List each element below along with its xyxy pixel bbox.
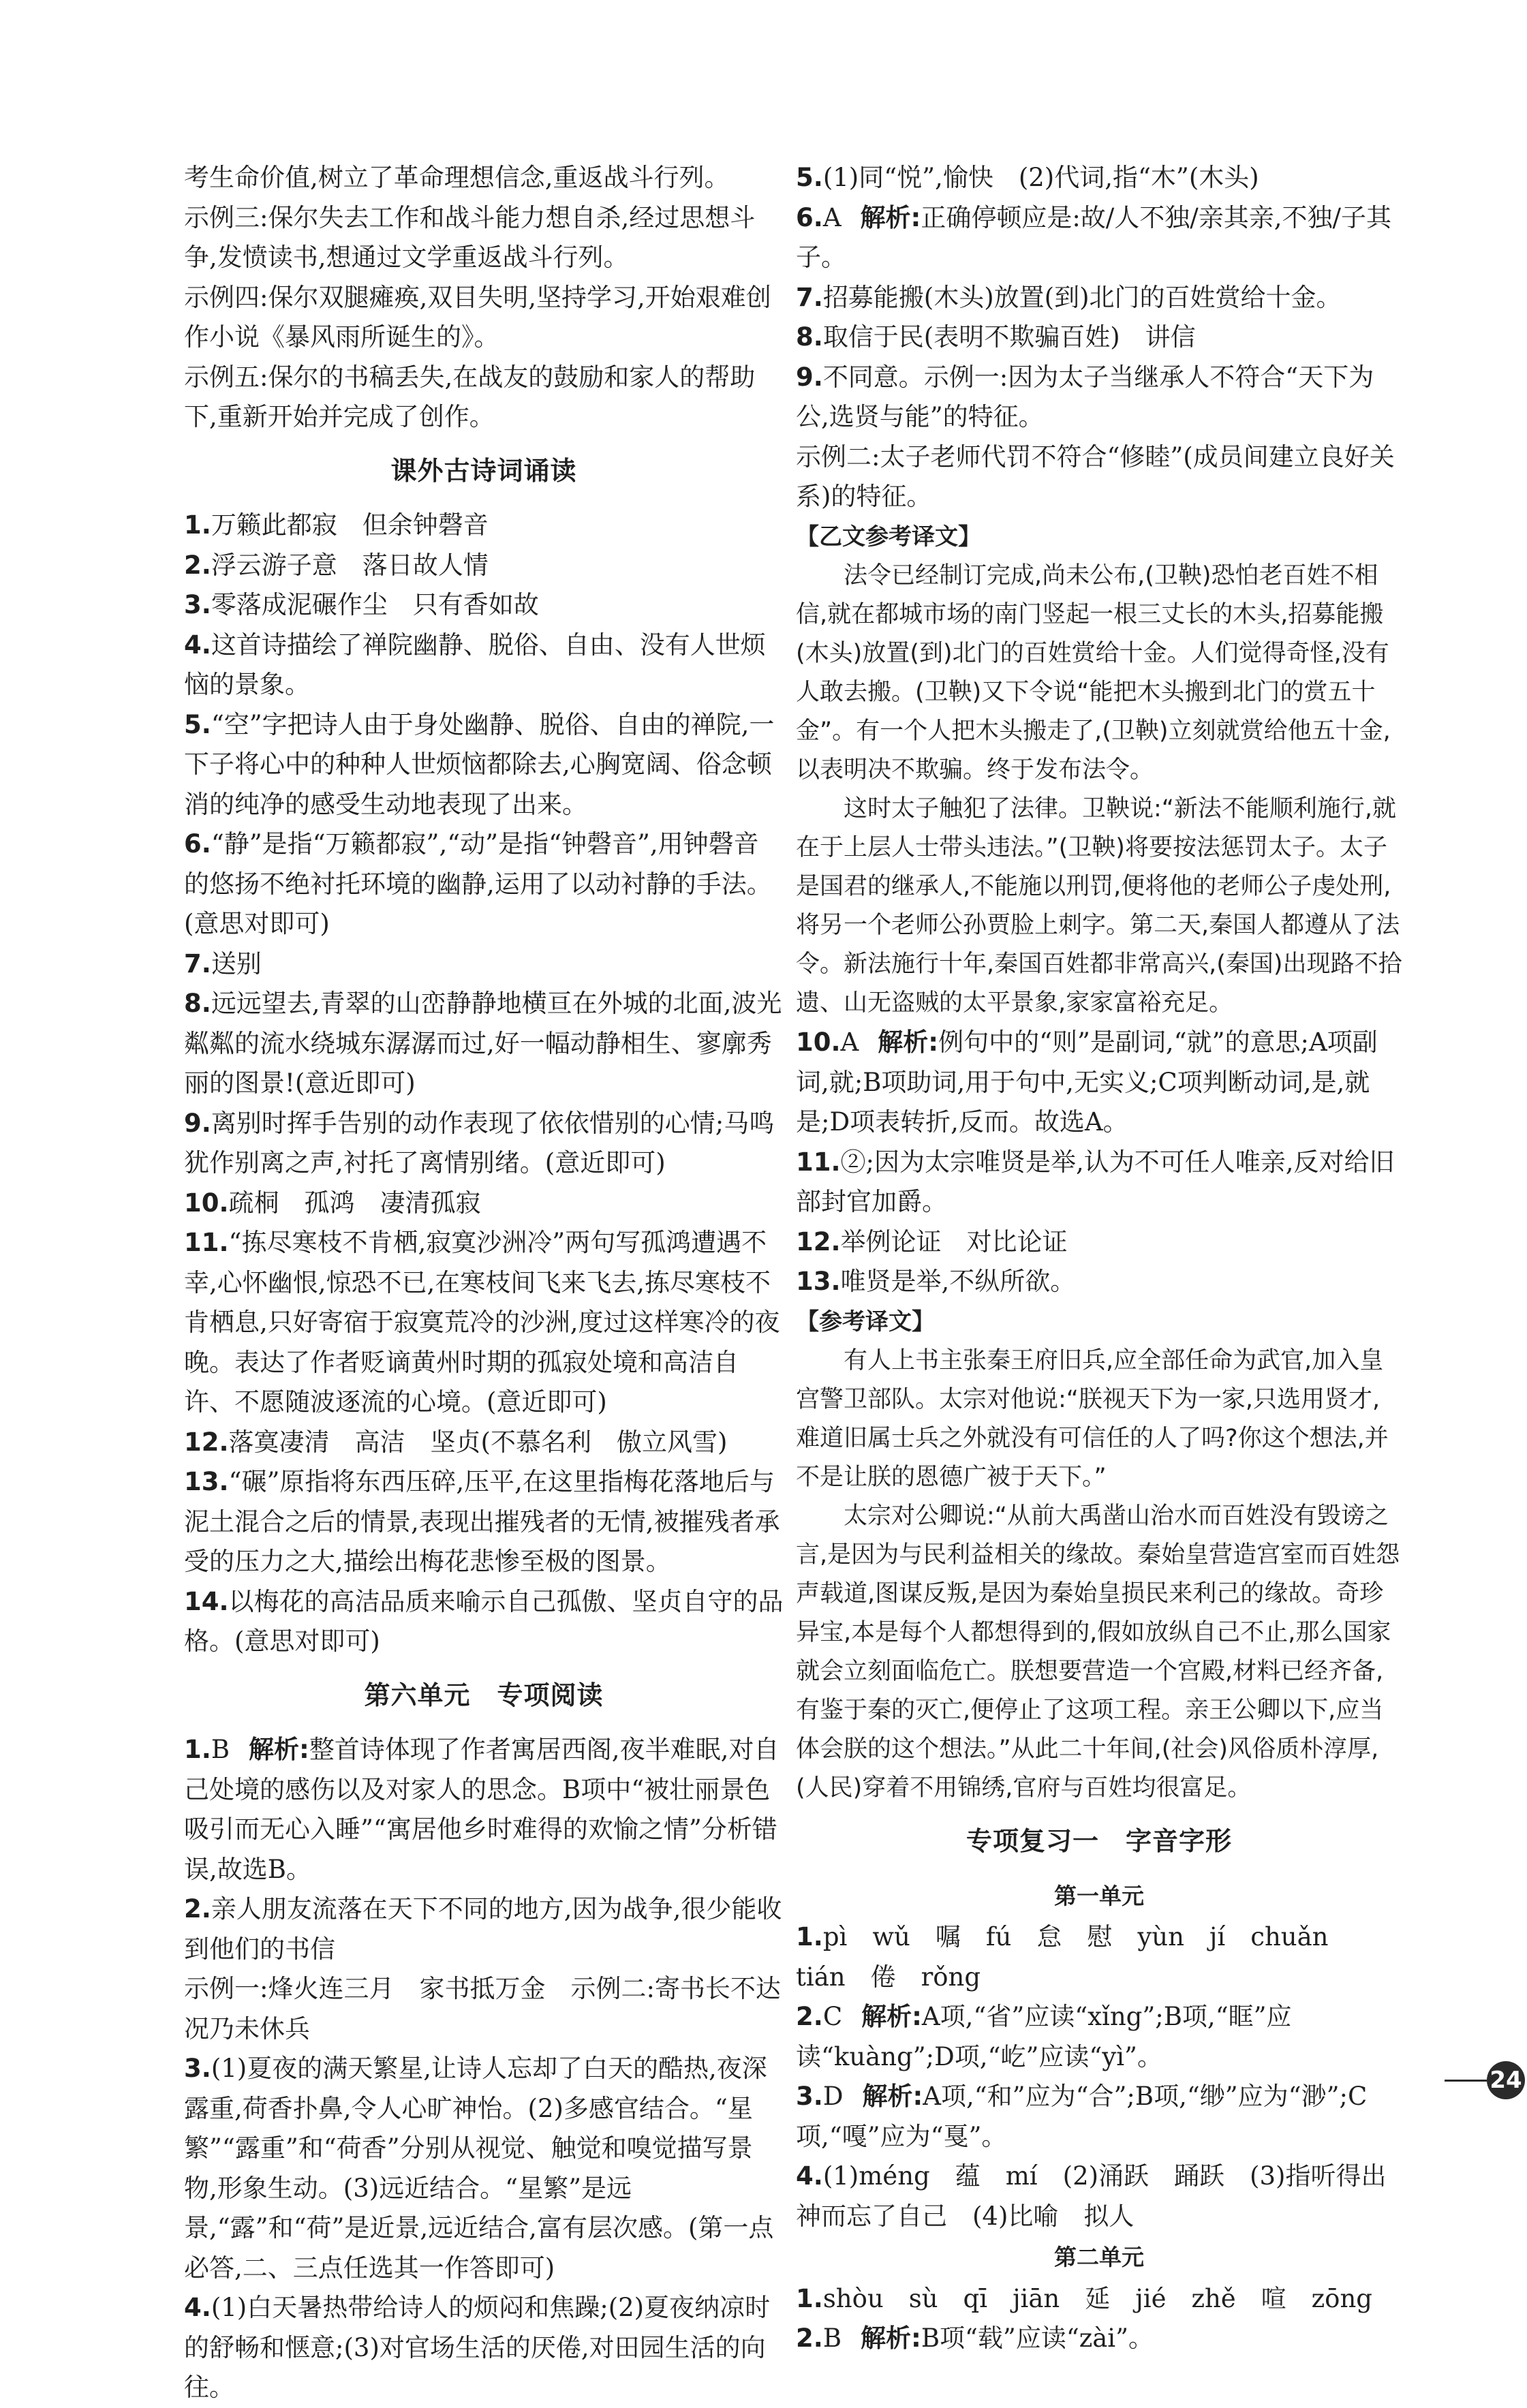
analysis-text: 例句中的“则”是副词,“就”的意思;A项副词,就;B项助词,用于句中,无实义;C项判断动词,是,就是;D项表转折,反而。故选A。 bbox=[796, 1028, 1378, 1137]
answer-text: 以梅花的高洁品质来喻示自己孤傲、坚贞自守的品格。(意思对即可) bbox=[184, 1586, 784, 1656]
answer-item bbox=[184, 1462, 784, 1582]
analysis-text: B项“载”应读“zài”。 bbox=[921, 2324, 1154, 2353]
answer-text: (1)夏夜的满天繁星,让诗人忘却了白天的酷热,夜深露重,荷香扑鼻,令人心旷神怡。(2)多感官结合。“星繁”“露重”和“荷香”分别从视觉、触觉和嗅觉描写景物,形象生动。(3)远近结合。“星繁”是远景,“露”和“荷”是近景,远近结合,富有层次感。(第一点必答,二、三点任选其一作答即可) bbox=[184, 2054, 774, 2283]
page-number: 24 bbox=[1487, 2061, 1525, 2099]
answer-continuation: 示例一:烽火连三月 家书抵万金 示例二:寄书长不达 况乃未休兵 bbox=[184, 1974, 806, 2043]
answer-text: D bbox=[822, 2082, 844, 2111]
analysis-label: 解析: bbox=[861, 2324, 921, 2353]
section-heading: 第六单元 专项阅读 bbox=[364, 1680, 604, 1710]
unit-subheading: 第二单元 bbox=[1054, 2244, 1144, 2270]
answer-number: 1. bbox=[184, 1735, 211, 1764]
answer-continuation: 示例二:太子老师代罚不符合“修睦”(成员间建立良好关系)的特征。 bbox=[796, 442, 1395, 511]
answer-text: pì wǔ 嘱 fú 怠 慰 yùn jí chuǎn tián 倦 rǒng bbox=[796, 1922, 1354, 1992]
answer-item bbox=[184, 1184, 784, 1224]
answer-item bbox=[184, 2049, 784, 2288]
answer-text: 不同意。示例一:因为太子当继承人不符合“天下为公,选贤与能”的特征。 bbox=[796, 362, 1374, 431]
unit-subheading: 第一单元 bbox=[1054, 1882, 1144, 1909]
answer-continuation: 示例三:保尔失去工作和战斗能力想自杀,经过思想斗争,发愤读书,想通过文学重返战斗行列。 bbox=[184, 202, 756, 272]
answer-text: (1)同“悦”,愉快 (2)代词,指“木”(木头) bbox=[822, 163, 1259, 192]
answer-item bbox=[184, 1223, 784, 1423]
translation-paragraph: 太宗对公卿说:“从前大禹凿山治水而百姓没有毁谤之言,是因为与民利益相关的缘故。秦始皇营造宫室而百姓怨声载道,图谋反叛,是因为秦始皇损民来利己的缘故。奇珍异宝,本是每个人都想得到的,假如放纵自己不止,那么国家就会立刻面临危亡。朕想要营造一个宫殿,材料已经齐备,有鉴于秦的灭亡,便停止了这项工程。亲王公卿以下,应当体会朕的这个想法。”从此二十年间,(社会)风俗质朴淳厚,(人民)穿着不用锦绣,官府与百姓均很富足。 bbox=[796, 1502, 1400, 1802]
answer-number: 4. bbox=[184, 630, 211, 660]
answer-number: 9. bbox=[184, 1108, 211, 1138]
answer-number: 7. bbox=[796, 282, 823, 312]
answer-text: B bbox=[211, 1735, 230, 1764]
answer-item bbox=[184, 1423, 784, 1463]
answer-number: 13. bbox=[184, 1467, 229, 1496]
answer-text: B bbox=[822, 2324, 842, 2353]
answer-item bbox=[796, 358, 1402, 437]
answer-item bbox=[796, 2319, 1402, 2359]
answer-text: ②;因为太宗唯贤是举,认为不可任人唯亲,反对给旧部封官加爵。 bbox=[796, 1147, 1395, 1216]
answer-text: (1)白天暑热带给诗人的烦闷和焦躁;(2)夏夜纳凉时的舒畅和惬意;(3)对官场生活的厌倦,对田园生活的向往。 bbox=[184, 2293, 771, 2402]
answer-item bbox=[796, 1917, 1402, 1997]
answer-item bbox=[184, 984, 784, 1104]
answer-item bbox=[796, 1023, 1402, 1143]
answer-number: 12. bbox=[184, 1427, 229, 1457]
answer-text: 落寞凄清 高洁 坚贞(不慕名利 傲立风雪) bbox=[228, 1427, 728, 1457]
analysis-label: 解析: bbox=[878, 1028, 939, 1057]
answer-text: “静”是指“万籁都寂”,“动”是指“钟磬音”,用钟磬音的悠扬不绝衬托环境的幽静,运用了以动衬静的手法。(意思对即可) bbox=[184, 829, 772, 938]
answer-item bbox=[184, 1889, 784, 1969]
translation-paragraph: 这时太子触犯了法律。卫鞅说:“新法不能顺利施行,就在于上层人士带头违法。”(卫鞅)将要按法惩罚太子。太子是国君的继承人,不能施以刑罚,便将他的老师公子虔处刑,将另一个老师公孙贾脸上刺字。第二天,秦国人都遵从了法令。新法施行十年,秦国百姓都非常高兴,(秦国)出现路不拾遗、山无盗贼的太平景象,家家富裕充足。 bbox=[796, 795, 1402, 1017]
answer-item bbox=[796, 1143, 1402, 1222]
answer-number: 8. bbox=[796, 322, 823, 352]
answer-text: 万籁此都寂 但余钟磬音 bbox=[211, 510, 489, 540]
answer-number: 14. bbox=[184, 1586, 229, 1616]
answer-text: 远远望去,青翠的山峦静静地横亘在外城的北面,波光粼粼的流水绕城东潺潺而过,好一幅动静相生、寥廓秀丽的图景!(意近即可) bbox=[184, 989, 782, 1098]
answer-number: 10. bbox=[796, 1028, 841, 1057]
answer-text: 招募能搬(木头)放置(到)北门的百姓赏给十金。 bbox=[822, 282, 1342, 312]
answer-number: 2. bbox=[796, 2324, 823, 2353]
analysis-label: 解析: bbox=[862, 2082, 923, 2111]
answer-item bbox=[796, 1222, 1402, 1263]
answer-text: shòu sù qī jiān 延 jié zhě 喧 zōng bbox=[822, 2283, 1372, 2313]
answer-continuation: 示例五:保尔的书稿丢失,在战友的鼓励和家人的帮助下,重新开始并完成了创作。 bbox=[184, 362, 756, 431]
answer-item bbox=[796, 158, 1402, 198]
left-column bbox=[184, 158, 806, 2408]
translation-label: 【参考译文】 bbox=[796, 1308, 935, 1336]
analysis-text: A项,“和”应为“合”;B项,“缈”应为“渺”;C项,“嘎”应为“戛”。 bbox=[796, 2082, 1368, 2151]
analysis-text: 整首诗体现了作者寓居西阁,夜半难眠,对自己处境的感伤以及对家人的思念。B项中“被壮丽景色吸引而无心入睡”“寓居他乡时难得的欢愉之情”分析错误,故选B。 bbox=[184, 1735, 780, 1884]
answer-item bbox=[184, 824, 784, 944]
answer-number: 11. bbox=[184, 1228, 229, 1257]
answer-number: 2. bbox=[796, 2002, 823, 2031]
answer-text: 唯贤是举,不纵所欲。 bbox=[840, 1267, 1076, 1296]
answer-item bbox=[184, 944, 784, 985]
answer-number: 1. bbox=[796, 2283, 823, 2313]
answer-text: 离别时挥手告别的动作表现了依依惜别的心情;马鸣犹作别离之声,衬托了离情别绪。(意近即可) bbox=[184, 1108, 775, 1177]
analysis-label: 解析: bbox=[861, 2002, 922, 2031]
answer-number: 1. bbox=[796, 1922, 823, 1951]
answer-text: C bbox=[822, 2002, 843, 2031]
answer-item bbox=[796, 2279, 1402, 2319]
page-number-rule bbox=[1445, 2080, 1487, 2082]
answer-item bbox=[184, 626, 784, 705]
analysis-label: 解析: bbox=[860, 202, 921, 232]
right-column bbox=[796, 158, 1402, 2359]
answer-item bbox=[184, 1582, 784, 1662]
answer-number: 5. bbox=[796, 163, 823, 192]
answer-item bbox=[184, 1104, 784, 1184]
answer-item bbox=[184, 2288, 784, 2408]
answer-text: 这首诗描绘了禅院幽静、脱俗、自由、没有人世烦恼的景象。 bbox=[184, 630, 766, 699]
answer-item bbox=[796, 318, 1402, 358]
translation-paragraph: 法令已经制订完成,尚未公布,(卫鞅)恐怕老百姓不相信,就在都城市场的南门竖起一根三丈长的木头,招募能搬(木头)放置(到)北门的百姓赏给十金。人们觉得奇怪,没有人敢去搬。(卫鞅)又下令说“能把木头搬到北门的赏五十金”。有一个人把木头搬走了,(卫鞅)立刻就赏给他五十金,以表明决不欺骗。终于发布法令。 bbox=[796, 562, 1391, 784]
answer-number: 12. bbox=[796, 1226, 841, 1256]
section-heading: 专项复习一 字音字形 bbox=[966, 1826, 1232, 1856]
answer-number: 10. bbox=[184, 1188, 229, 1218]
answer-item bbox=[184, 506, 784, 546]
answer-item bbox=[796, 2077, 1402, 2157]
answer-text: 送别 bbox=[211, 948, 262, 978]
answer-item bbox=[184, 705, 784, 825]
analysis-text: A项,“省”应读“xǐng”;B项,“眶”应读“kuàng”;D项,“屹”应读“yì”。 bbox=[796, 2002, 1292, 2071]
answer-item bbox=[184, 1730, 784, 1889]
answer-item bbox=[796, 1262, 1402, 1302]
answer-text: 零落成泥碾作尘 只有香如故 bbox=[211, 590, 539, 619]
analysis-text: 正确停顿应是:故/人不独/亲其亲,不独/子其子。 bbox=[796, 202, 1391, 272]
section-heading: 课外古诗词诵读 bbox=[390, 455, 577, 486]
answer-continuation: 示例四:保尔双腿瘫痪,双目失明,坚持学习,开始艰难创作小说《暴风雨所诞生的》。 bbox=[184, 282, 771, 352]
answer-text: “空”字把诗人由于身处幽静、脱俗、自由的禅院,一下子将心中的种种人世烦恼都除去,心胸宽阔、俗念顿消的纯净的感受生动地表现了出来。 bbox=[184, 709, 775, 819]
answer-item bbox=[796, 198, 1402, 278]
answer-text: 疏桐 孤鸿 凄清孤寂 bbox=[228, 1188, 481, 1218]
analysis-label: 解析: bbox=[249, 1735, 309, 1764]
answer-item bbox=[796, 1997, 1402, 2077]
answer-item bbox=[796, 278, 1402, 318]
answer-number: 6. bbox=[796, 202, 823, 232]
answer-item bbox=[184, 585, 784, 626]
answer-number: 3. bbox=[796, 2082, 823, 2111]
answer-number: 9. bbox=[796, 362, 823, 392]
answer-number: 2. bbox=[184, 1894, 211, 1924]
answer-text: “碾”原指将东西压碎,压平,在这里指梅花落地后与泥土混合之后的情景,表现出摧残者的无情,被摧残者承受的压力之大,描绘出梅花悲惨至极的图景。 bbox=[184, 1467, 780, 1576]
answer-number: 8. bbox=[184, 989, 211, 1018]
answer-number: 13. bbox=[796, 1267, 841, 1296]
answer-text: 亲人朋友流落在天下不同的地方,因为战争,很少能收到他们的书信 bbox=[184, 1894, 782, 1964]
answer-text: A bbox=[840, 1028, 859, 1057]
answer-number: 5. bbox=[184, 709, 211, 739]
answer-number: 3. bbox=[184, 590, 211, 619]
answer-number: 2. bbox=[184, 550, 211, 580]
answer-item bbox=[796, 2157, 1402, 2236]
answer-text: 取信于民(表明不欺骗百姓) 讲信 bbox=[822, 322, 1196, 352]
translation-paragraph: 有人上书主张秦王府旧兵,应全部任命为武官,加入皇宫警卫部队。太宗对他说:“朕视天下为一家,只选用贤才,难道旧属士兵之外就没有可信任的人了吗?你这个想法,并不是让朕的恩德广被于天下。” bbox=[796, 1347, 1389, 1491]
answer-text: “拣尽寒枝不肯栖,寂寞沙洲冷”两句写孤鸿遭遇不幸,心怀幽恨,惊恐不已,在寒枝间飞来飞去,拣尽寒枝不肯栖息,只好寄宿于寂寞荒冷的沙洲,度过这样寒冷的夜晚。表达了作者贬谪黄州时期的孤寂处境和高洁自许、不愿随波逐流的心境。(意近即可) bbox=[184, 1228, 780, 1417]
answer-item bbox=[184, 546, 784, 586]
answer-number: 3. bbox=[184, 2054, 211, 2083]
translation-label: 【乙文参考译文】 bbox=[796, 523, 981, 551]
answer-continuation: 考生命价值,树立了革命理想信念,重返战斗行列。 bbox=[184, 163, 730, 192]
answer-text: (1)méng 蕴 mí (2)涌跃 踊跃 (3)指听得出神而忘了自己 (4)比喻 拟人 bbox=[796, 2161, 1387, 2231]
answer-text: A bbox=[822, 202, 842, 232]
answer-number: 11. bbox=[796, 1147, 841, 1177]
answer-number: 1. bbox=[184, 510, 211, 540]
answer-number: 4. bbox=[184, 2293, 211, 2322]
answer-number: 7. bbox=[184, 948, 211, 978]
answer-number: 4. bbox=[796, 2161, 823, 2191]
answer-text: 举例论证 对比论证 bbox=[840, 1226, 1068, 1256]
answer-number: 6. bbox=[184, 829, 211, 859]
answer-text: 浮云游子意 落日故人情 bbox=[211, 550, 489, 580]
